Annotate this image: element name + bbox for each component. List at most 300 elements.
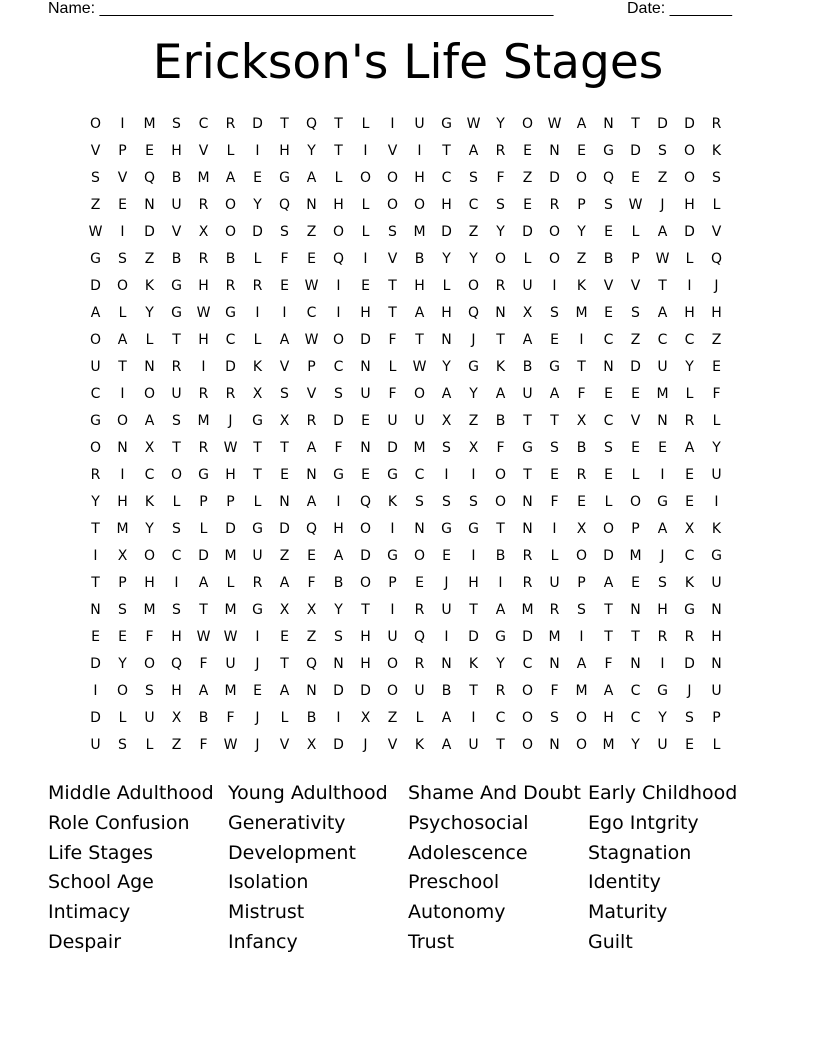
- grid-letter[interactable]: E: [550, 467, 559, 483]
- grid-letter[interactable]: W: [196, 305, 211, 321]
- grid-letter[interactable]: J: [714, 278, 719, 294]
- grid-letter[interactable]: D: [360, 683, 371, 699]
- grid-letter[interactable]: Y: [496, 656, 505, 672]
- grid-letter[interactable]: D: [522, 224, 533, 240]
- grid-letter[interactable]: N: [549, 737, 560, 753]
- grid-letter[interactable]: K: [252, 359, 263, 375]
- grid-letter[interactable]: X: [576, 521, 587, 537]
- grid-letter[interactable]: R: [414, 602, 425, 618]
- grid-letter[interactable]: Q: [305, 656, 318, 672]
- grid-letter[interactable]: D: [144, 224, 155, 240]
- grid-letter[interactable]: E: [577, 143, 586, 159]
- grid-letter[interactable]: Z: [657, 170, 668, 186]
- grid-letter[interactable]: I: [174, 575, 179, 591]
- grid-letter[interactable]: L: [361, 116, 370, 132]
- grid-letter[interactable]: O: [359, 575, 372, 591]
- grid-letter[interactable]: U: [387, 629, 398, 645]
- grid-letter[interactable]: B: [522, 359, 533, 375]
- grid-letter[interactable]: C: [198, 116, 209, 132]
- grid-letter[interactable]: I: [390, 116, 395, 132]
- grid-letter[interactable]: I: [120, 386, 125, 402]
- grid-letter[interactable]: F: [604, 656, 613, 672]
- grid-letter[interactable]: F: [550, 494, 559, 510]
- grid-letter[interactable]: E: [253, 683, 262, 699]
- grid-letter[interactable]: C: [441, 170, 452, 186]
- grid-letter[interactable]: M: [197, 170, 210, 186]
- grid-letter[interactable]: D: [468, 629, 479, 645]
- grid-letter[interactable]: C: [603, 413, 614, 429]
- grid-letter[interactable]: S: [658, 143, 667, 159]
- grid-letter[interactable]: P: [118, 575, 127, 591]
- grid-letter[interactable]: L: [280, 710, 289, 726]
- grid-letter[interactable]: K: [711, 143, 722, 159]
- grid-letter[interactable]: O: [386, 683, 399, 699]
- grid-letter[interactable]: O: [413, 548, 426, 564]
- grid-letter[interactable]: Z: [387, 710, 398, 726]
- grid-letter[interactable]: G: [198, 467, 209, 483]
- grid-letter[interactable]: T: [496, 332, 505, 348]
- grid-letter[interactable]: I: [444, 467, 449, 483]
- grid-letter[interactable]: R: [225, 386, 236, 402]
- grid-letter[interactable]: C: [171, 548, 182, 564]
- grid-letter[interactable]: I: [444, 629, 449, 645]
- grid-letter[interactable]: D: [360, 548, 371, 564]
- grid-letter[interactable]: J: [255, 710, 260, 726]
- grid-letter[interactable]: I: [336, 278, 341, 294]
- grid-letter[interactable]: M: [224, 548, 237, 564]
- grid-letter[interactable]: A: [414, 305, 425, 321]
- grid-letter[interactable]: J: [660, 548, 665, 564]
- grid-letter[interactable]: H: [441, 197, 452, 213]
- grid-letter[interactable]: A: [603, 575, 614, 591]
- grid-letter[interactable]: W: [223, 440, 238, 456]
- grid-letter[interactable]: E: [280, 629, 289, 645]
- grid-letter[interactable]: B: [171, 251, 182, 267]
- grid-letter[interactable]: P: [307, 359, 316, 375]
- grid-letter[interactable]: U: [441, 602, 452, 618]
- grid-letter[interactable]: H: [225, 467, 236, 483]
- grid-letter[interactable]: S: [118, 251, 127, 267]
- grid-letter[interactable]: J: [255, 737, 260, 753]
- grid-letter[interactable]: R: [414, 656, 425, 672]
- grid-letter[interactable]: V: [306, 386, 317, 402]
- grid-letter[interactable]: L: [199, 521, 208, 537]
- grid-letter[interactable]: D: [684, 116, 695, 132]
- grid-letter[interactable]: O: [116, 413, 129, 429]
- grid-letter[interactable]: L: [712, 737, 721, 753]
- grid-letter[interactable]: N: [306, 683, 317, 699]
- grid-letter[interactable]: E: [145, 143, 154, 159]
- grid-letter[interactable]: I: [363, 143, 368, 159]
- grid-letter[interactable]: O: [359, 170, 372, 186]
- grid-letter[interactable]: Q: [305, 116, 318, 132]
- grid-letter[interactable]: E: [361, 467, 370, 483]
- grid-letter[interactable]: N: [603, 116, 614, 132]
- grid-letter[interactable]: H: [711, 629, 722, 645]
- grid-letter[interactable]: U: [711, 683, 722, 699]
- grid-letter[interactable]: D: [360, 332, 371, 348]
- grid-letter[interactable]: E: [91, 629, 100, 645]
- grid-letter[interactable]: D: [198, 548, 209, 564]
- grid-letter[interactable]: C: [306, 305, 317, 321]
- grid-letter[interactable]: H: [198, 332, 209, 348]
- grid-letter[interactable]: G: [333, 467, 344, 483]
- grid-letter[interactable]: H: [414, 278, 425, 294]
- grid-letter[interactable]: V: [117, 170, 128, 186]
- grid-letter[interactable]: A: [684, 440, 695, 456]
- name-field[interactable]: Name: ___________________________________________________: [48, 0, 554, 17]
- grid-letter[interactable]: J: [228, 413, 233, 429]
- grid-letter[interactable]: D: [252, 224, 263, 240]
- grid-letter[interactable]: U: [225, 656, 236, 672]
- grid-letter[interactable]: H: [360, 656, 371, 672]
- grid-letter[interactable]: P: [577, 575, 586, 591]
- grid-letter[interactable]: T: [280, 116, 289, 132]
- grid-letter[interactable]: K: [711, 521, 722, 537]
- grid-letter[interactable]: R: [171, 359, 182, 375]
- grid-letter[interactable]: O: [575, 737, 588, 753]
- grid-letter[interactable]: M: [575, 683, 588, 699]
- grid-letter[interactable]: F: [199, 656, 208, 672]
- grid-letter[interactable]: T: [604, 629, 613, 645]
- grid-letter[interactable]: E: [604, 305, 613, 321]
- grid-letter[interactable]: D: [252, 116, 263, 132]
- grid-letter[interactable]: L: [415, 710, 424, 726]
- grid-letter[interactable]: L: [118, 305, 127, 321]
- grid-letter[interactable]: Y: [577, 224, 586, 240]
- grid-letter[interactable]: P: [577, 197, 586, 213]
- grid-letter[interactable]: T: [442, 143, 451, 159]
- grid-letter[interactable]: X: [198, 224, 209, 240]
- grid-letter[interactable]: S: [172, 602, 181, 618]
- grid-letter[interactable]: M: [413, 224, 426, 240]
- grid-letter[interactable]: O: [332, 332, 345, 348]
- grid-letter[interactable]: N: [279, 494, 290, 510]
- grid-letter[interactable]: Y: [712, 440, 721, 456]
- grid-letter[interactable]: R: [198, 440, 209, 456]
- grid-letter[interactable]: T: [199, 602, 208, 618]
- grid-letter[interactable]: O: [683, 143, 696, 159]
- grid-letter[interactable]: D: [630, 143, 641, 159]
- grid-letter[interactable]: O: [143, 548, 156, 564]
- grid-letter[interactable]: R: [684, 413, 695, 429]
- grid-letter[interactable]: P: [118, 143, 127, 159]
- grid-letter[interactable]: G: [495, 629, 506, 645]
- grid-letter[interactable]: A: [549, 386, 560, 402]
- grid-letter[interactable]: V: [279, 737, 290, 753]
- grid-letter[interactable]: N: [603, 359, 614, 375]
- grid-letter[interactable]: M: [224, 683, 237, 699]
- grid-letter[interactable]: B: [495, 413, 506, 429]
- grid-letter[interactable]: L: [685, 251, 694, 267]
- grid-letter[interactable]: G: [657, 683, 668, 699]
- grid-letter[interactable]: X: [360, 710, 371, 726]
- grid-letter[interactable]: S: [550, 710, 559, 726]
- grid-letter[interactable]: O: [143, 656, 156, 672]
- grid-letter[interactable]: I: [498, 575, 503, 591]
- grid-letter[interactable]: O: [494, 494, 507, 510]
- grid-letter[interactable]: H: [171, 143, 182, 159]
- grid-letter[interactable]: Z: [90, 197, 101, 213]
- grid-letter[interactable]: W: [196, 629, 211, 645]
- grid-letter[interactable]: X: [306, 737, 317, 753]
- grid-letter[interactable]: N: [144, 197, 155, 213]
- grid-letter[interactable]: B: [414, 251, 425, 267]
- grid-letter[interactable]: R: [495, 278, 506, 294]
- grid-letter[interactable]: E: [685, 467, 694, 483]
- grid-letter[interactable]: Q: [710, 251, 723, 267]
- grid-letter[interactable]: U: [549, 575, 560, 591]
- grid-letter[interactable]: A: [576, 116, 587, 132]
- grid-letter[interactable]: I: [255, 305, 260, 321]
- grid-letter[interactable]: S: [469, 494, 478, 510]
- grid-letter[interactable]: S: [604, 440, 613, 456]
- grid-letter[interactable]: Y: [685, 359, 694, 375]
- grid-letter[interactable]: Q: [467, 305, 480, 321]
- grid-letter[interactable]: G: [252, 413, 263, 429]
- grid-letter[interactable]: C: [468, 197, 479, 213]
- grid-letter[interactable]: U: [252, 548, 263, 564]
- grid-letter[interactable]: V: [711, 224, 722, 240]
- grid-letter[interactable]: T: [631, 116, 640, 132]
- grid-letter[interactable]: Y: [658, 710, 667, 726]
- grid-letter[interactable]: L: [550, 548, 559, 564]
- grid-letter[interactable]: N: [522, 494, 533, 510]
- grid-letter[interactable]: X: [144, 440, 155, 456]
- grid-letter[interactable]: V: [387, 251, 398, 267]
- grid-letter[interactable]: R: [495, 683, 506, 699]
- grid-letter[interactable]: G: [171, 278, 182, 294]
- grid-letter[interactable]: I: [201, 359, 206, 375]
- grid-letter[interactable]: Z: [306, 629, 317, 645]
- grid-letter[interactable]: O: [575, 170, 588, 186]
- grid-letter[interactable]: Y: [631, 737, 640, 753]
- grid-letter[interactable]: A: [576, 656, 587, 672]
- grid-letter[interactable]: Q: [332, 251, 345, 267]
- grid-letter[interactable]: X: [684, 521, 695, 537]
- grid-letter[interactable]: C: [684, 332, 695, 348]
- grid-letter[interactable]: M: [224, 602, 237, 618]
- grid-letter[interactable]: T: [550, 413, 559, 429]
- grid-letter[interactable]: H: [171, 629, 182, 645]
- grid-letter[interactable]: O: [89, 116, 102, 132]
- grid-letter[interactable]: S: [118, 602, 127, 618]
- grid-letter[interactable]: O: [494, 467, 507, 483]
- grid-letter[interactable]: E: [550, 332, 559, 348]
- grid-letter[interactable]: G: [171, 305, 182, 321]
- grid-letter[interactable]: U: [144, 710, 155, 726]
- grid-letter[interactable]: Y: [496, 116, 505, 132]
- grid-letter[interactable]: O: [521, 737, 534, 753]
- grid-letter[interactable]: F: [496, 440, 505, 456]
- grid-letter[interactable]: S: [496, 197, 505, 213]
- grid-letter[interactable]: E: [604, 467, 613, 483]
- grid-letter[interactable]: O: [602, 521, 615, 537]
- grid-letter[interactable]: L: [604, 494, 613, 510]
- grid-letter[interactable]: R: [252, 575, 263, 591]
- grid-letter[interactable]: U: [711, 575, 722, 591]
- grid-letter[interactable]: F: [145, 629, 154, 645]
- grid-letter[interactable]: H: [360, 305, 371, 321]
- grid-letter[interactable]: L: [253, 251, 262, 267]
- grid-letter[interactable]: R: [225, 116, 236, 132]
- grid-letter[interactable]: S: [658, 575, 667, 591]
- grid-letter[interactable]: W: [88, 224, 103, 240]
- grid-letter[interactable]: C: [657, 332, 668, 348]
- grid-letter[interactable]: S: [172, 413, 181, 429]
- grid-letter[interactable]: L: [253, 494, 262, 510]
- grid-letter[interactable]: G: [90, 413, 101, 429]
- grid-letter[interactable]: B: [576, 440, 587, 456]
- grid-letter[interactable]: L: [631, 224, 640, 240]
- grid-letter[interactable]: N: [711, 656, 722, 672]
- grid-letter[interactable]: T: [577, 359, 586, 375]
- grid-letter[interactable]: E: [118, 629, 127, 645]
- grid-letter[interactable]: M: [656, 386, 669, 402]
- grid-letter[interactable]: U: [387, 413, 398, 429]
- grid-letter[interactable]: U: [171, 197, 182, 213]
- grid-letter[interactable]: H: [198, 278, 209, 294]
- grid-letter[interactable]: I: [390, 521, 395, 537]
- grid-letter[interactable]: I: [120, 224, 125, 240]
- grid-letter[interactable]: H: [333, 521, 344, 537]
- grid-letter[interactable]: W: [547, 116, 562, 132]
- grid-letter[interactable]: O: [359, 521, 372, 537]
- grid-letter[interactable]: X: [522, 305, 533, 321]
- grid-letter[interactable]: I: [255, 629, 260, 645]
- grid-letter[interactable]: A: [441, 386, 452, 402]
- grid-letter[interactable]: J: [471, 332, 476, 348]
- grid-letter[interactable]: D: [333, 413, 344, 429]
- grid-letter[interactable]: E: [280, 278, 289, 294]
- grid-letter[interactable]: S: [172, 116, 181, 132]
- grid-letter[interactable]: V: [630, 413, 641, 429]
- grid-letter[interactable]: R: [522, 575, 533, 591]
- grid-letter[interactable]: D: [225, 521, 236, 537]
- grid-letter[interactable]: W: [628, 197, 643, 213]
- grid-letter[interactable]: Y: [145, 521, 154, 537]
- grid-letter[interactable]: I: [93, 683, 98, 699]
- grid-letter[interactable]: L: [712, 197, 721, 213]
- grid-letter[interactable]: T: [523, 413, 532, 429]
- grid-letter[interactable]: E: [604, 386, 613, 402]
- grid-letter[interactable]: D: [684, 224, 695, 240]
- grid-letter[interactable]: S: [550, 305, 559, 321]
- grid-letter[interactable]: L: [388, 359, 397, 375]
- grid-letter[interactable]: L: [145, 332, 154, 348]
- grid-letter[interactable]: T: [658, 278, 667, 294]
- grid-letter[interactable]: D: [387, 440, 398, 456]
- grid-letter[interactable]: F: [496, 170, 505, 186]
- grid-letter[interactable]: H: [144, 575, 155, 591]
- grid-letter[interactable]: W: [304, 332, 319, 348]
- grid-letter[interactable]: T: [469, 602, 478, 618]
- grid-letter[interactable]: A: [657, 305, 668, 321]
- grid-letter[interactable]: K: [144, 278, 155, 294]
- grid-letter[interactable]: T: [631, 629, 640, 645]
- grid-letter[interactable]: I: [552, 278, 557, 294]
- grid-letter[interactable]: R: [198, 197, 209, 213]
- grid-letter[interactable]: U: [90, 359, 101, 375]
- grid-letter[interactable]: Q: [305, 521, 318, 537]
- grid-letter[interactable]: Z: [630, 332, 641, 348]
- grid-letter[interactable]: O: [332, 224, 345, 240]
- grid-letter[interactable]: G: [468, 359, 479, 375]
- grid-letter[interactable]: P: [631, 521, 640, 537]
- grid-letter[interactable]: Y: [496, 224, 505, 240]
- grid-letter[interactable]: D: [549, 170, 560, 186]
- grid-letter[interactable]: E: [307, 251, 316, 267]
- grid-letter[interactable]: B: [306, 710, 317, 726]
- grid-letter[interactable]: C: [144, 467, 155, 483]
- grid-letter[interactable]: A: [117, 332, 128, 348]
- grid-letter[interactable]: I: [390, 602, 395, 618]
- grid-letter[interactable]: H: [684, 305, 695, 321]
- grid-letter[interactable]: A: [279, 683, 290, 699]
- grid-letter[interactable]: O: [494, 251, 507, 267]
- grid-letter[interactable]: T: [118, 359, 127, 375]
- grid-letter[interactable]: Y: [469, 251, 478, 267]
- grid-letter[interactable]: T: [523, 467, 532, 483]
- grid-letter[interactable]: S: [280, 224, 289, 240]
- grid-letter[interactable]: L: [172, 494, 181, 510]
- grid-letter[interactable]: G: [711, 548, 722, 564]
- grid-letter[interactable]: H: [684, 197, 695, 213]
- grid-letter[interactable]: O: [116, 683, 129, 699]
- grid-letter[interactable]: U: [522, 278, 533, 294]
- grid-letter[interactable]: Z: [468, 224, 479, 240]
- grid-letter[interactable]: N: [630, 656, 641, 672]
- grid-letter[interactable]: Z: [306, 224, 317, 240]
- grid-letter[interactable]: T: [280, 440, 289, 456]
- grid-letter[interactable]: I: [552, 521, 557, 537]
- grid-letter[interactable]: I: [255, 143, 260, 159]
- grid-letter[interactable]: G: [603, 143, 614, 159]
- grid-letter[interactable]: W: [655, 251, 670, 267]
- grid-letter[interactable]: E: [415, 575, 424, 591]
- grid-letter[interactable]: X: [279, 413, 290, 429]
- grid-letter[interactable]: J: [444, 575, 449, 591]
- grid-letter[interactable]: O: [521, 710, 534, 726]
- grid-letter[interactable]: D: [90, 710, 101, 726]
- grid-letter[interactable]: G: [252, 602, 263, 618]
- grid-letter[interactable]: Y: [253, 197, 262, 213]
- grid-letter[interactable]: M: [143, 602, 156, 618]
- grid-letter[interactable]: S: [91, 170, 100, 186]
- grid-letter[interactable]: M: [143, 116, 156, 132]
- grid-letter[interactable]: A: [522, 332, 533, 348]
- grid-letter[interactable]: H: [468, 575, 479, 591]
- grid-letter[interactable]: H: [414, 170, 425, 186]
- grid-letter[interactable]: V: [387, 143, 398, 159]
- grid-letter[interactable]: D: [90, 656, 101, 672]
- grid-letter[interactable]: Y: [118, 656, 127, 672]
- grid-letter[interactable]: U: [414, 413, 425, 429]
- grid-letter[interactable]: A: [198, 683, 209, 699]
- grid-letter[interactable]: Z: [171, 737, 182, 753]
- grid-letter[interactable]: M: [629, 548, 642, 564]
- grid-letter[interactable]: C: [495, 710, 506, 726]
- grid-letter[interactable]: S: [145, 683, 154, 699]
- grid-letter[interactable]: E: [253, 170, 262, 186]
- grid-letter[interactable]: X: [117, 548, 128, 564]
- grid-letter[interactable]: N: [414, 521, 425, 537]
- grid-letter[interactable]: M: [197, 413, 210, 429]
- grid-letter[interactable]: O: [629, 494, 642, 510]
- grid-letter[interactable]: A: [306, 440, 317, 456]
- grid-letter[interactable]: V: [603, 278, 614, 294]
- grid-letter[interactable]: L: [631, 467, 640, 483]
